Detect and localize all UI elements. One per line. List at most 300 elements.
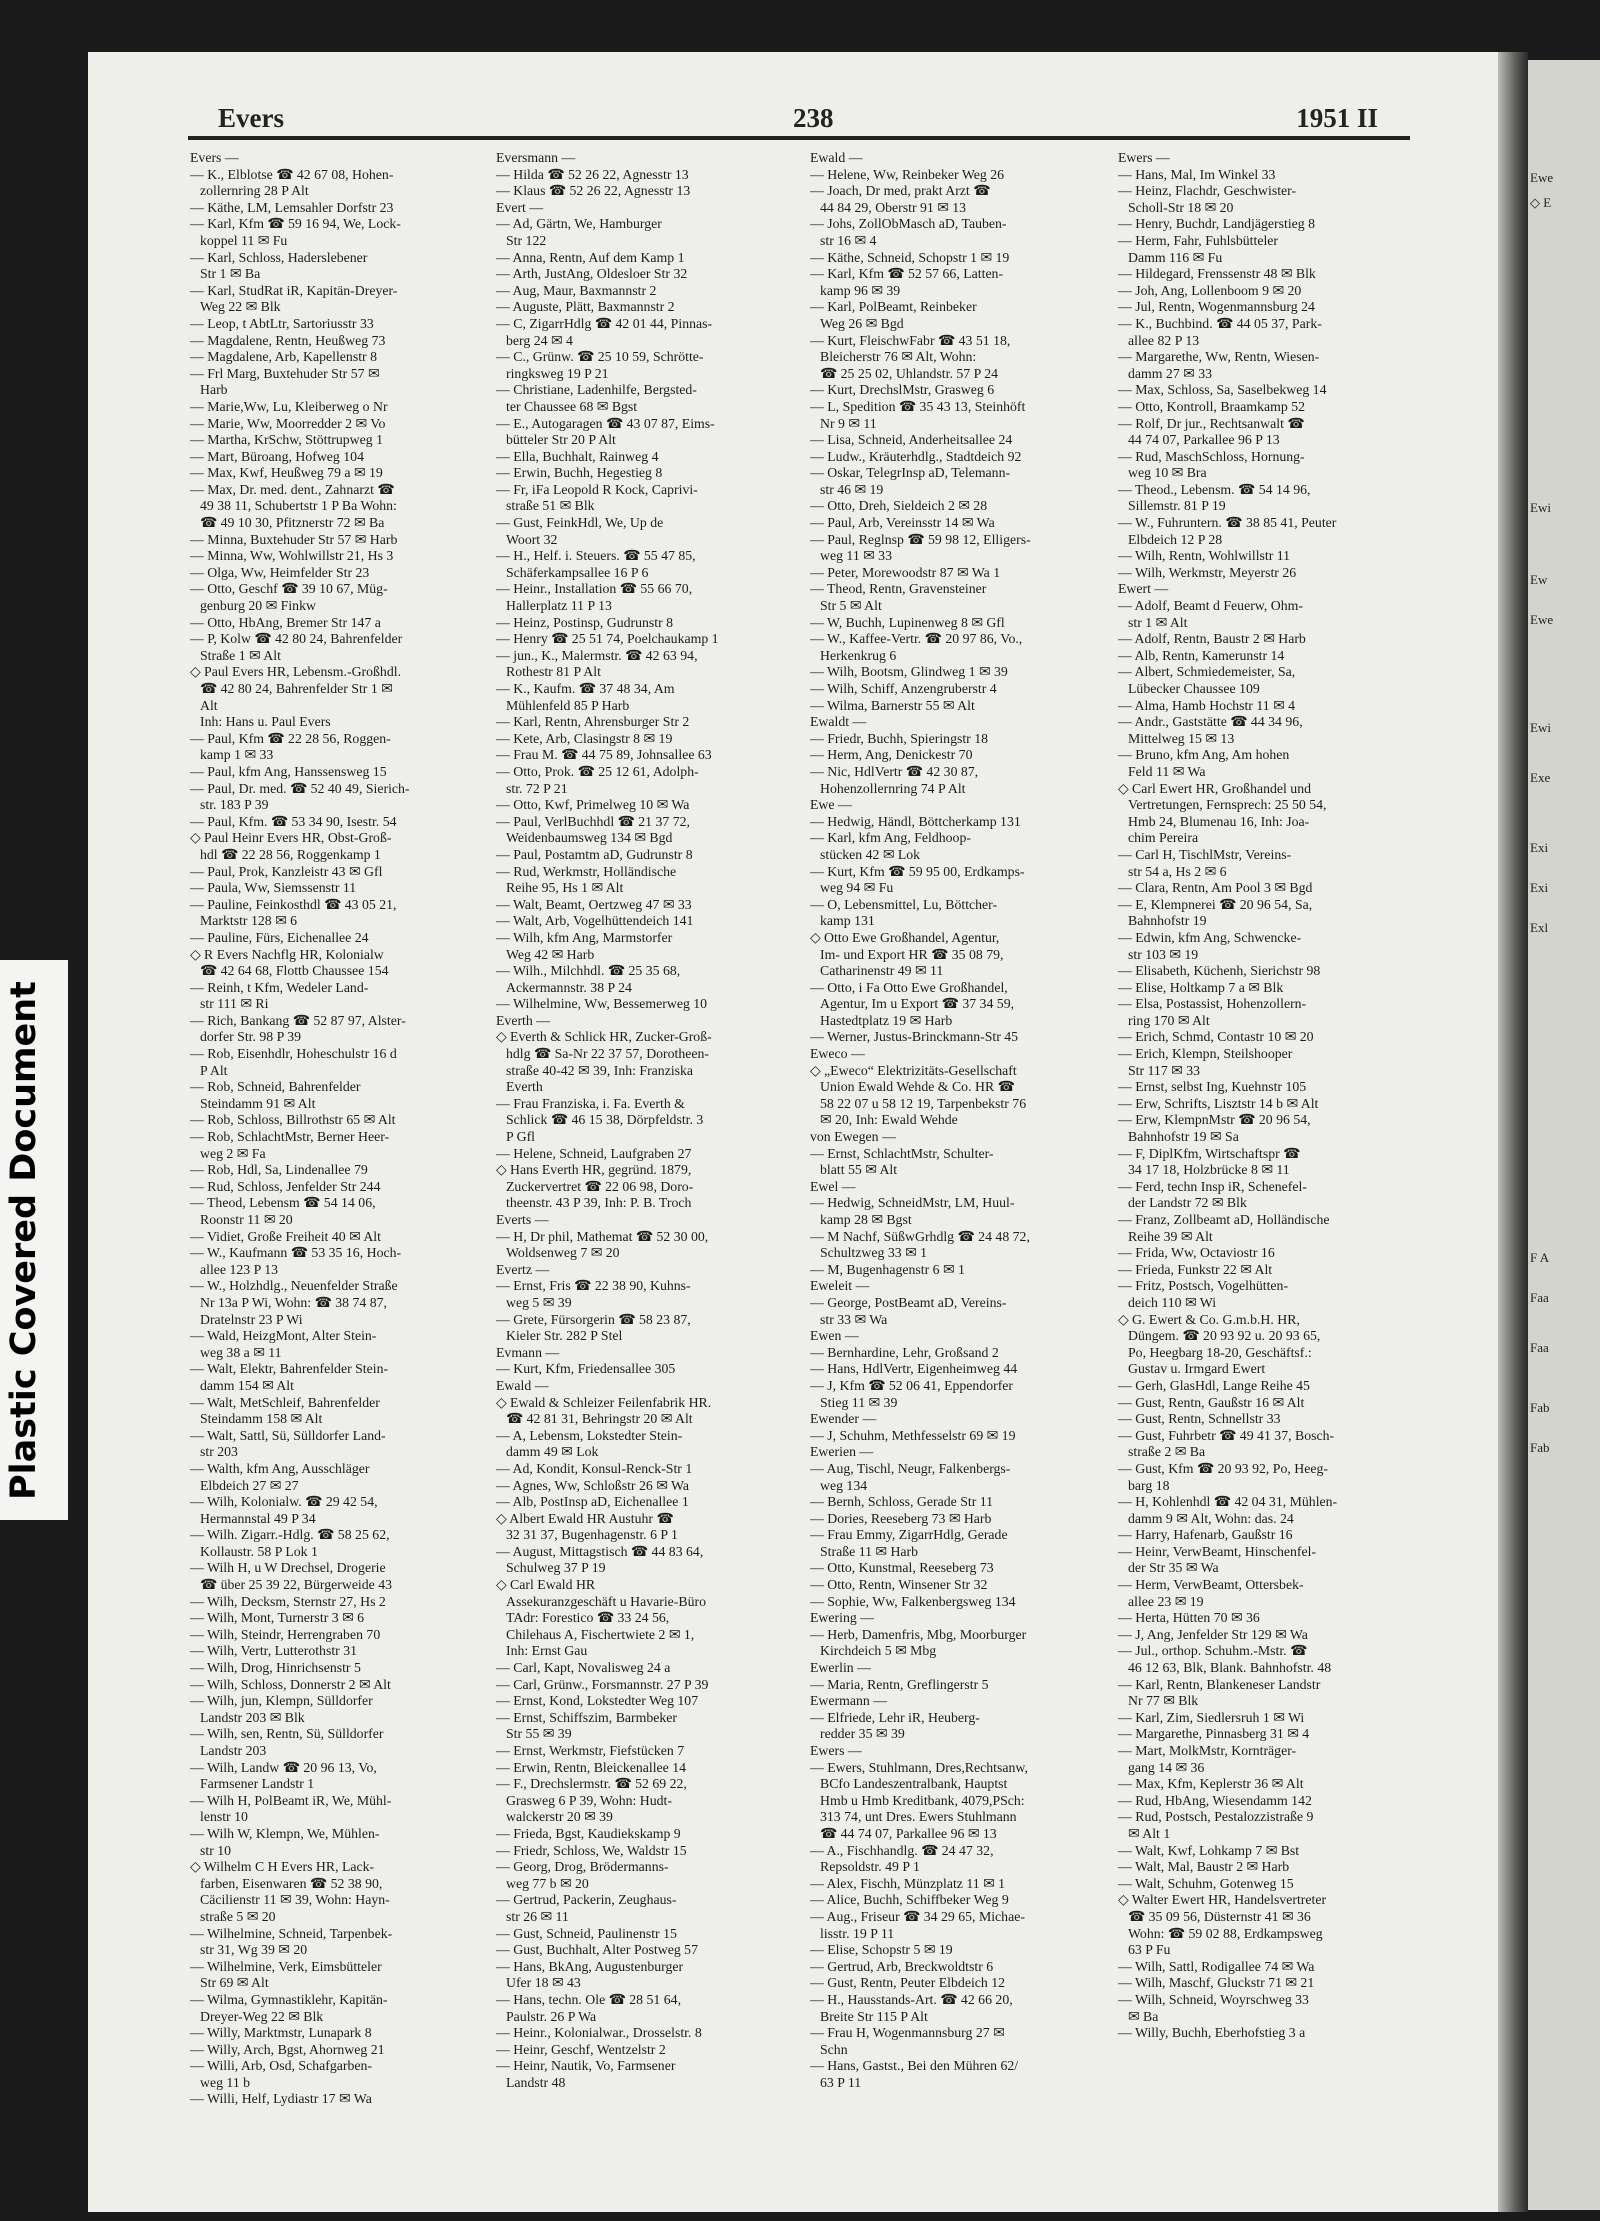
directory-line: Ewald — <box>496 1377 549 1393</box>
directory-line: — Wilh, Bootsm, Glindweg 1 ✉ 39 <box>810 664 1008 680</box>
directory-line: — Wilh, jun, Klempn, Sülldorfer <box>190 1693 373 1709</box>
directory-line: ◇ Walter Ewert HR, Handelsvertreter <box>1118 1892 1327 1908</box>
directory-line: ✉ Ba <box>1128 2008 1159 2024</box>
directory-line: — Magdalene, Arb, Kapellenstr 8 <box>190 349 377 365</box>
directory-line: — Herta, Hütten 70 ✉ 36 <box>1118 1610 1260 1626</box>
directory-line: dorfer Str. 98 P 39 <box>200 1029 302 1045</box>
directory-line: Grasweg 6 P 39, Wohn: Hudt- <box>506 1792 672 1808</box>
directory-line: damm 27 ✉ 33 <box>1128 365 1212 381</box>
directory-line: — Pauline, Feinkosthdl ☎ 43 05 21, <box>190 896 397 912</box>
directory-line: — Grete, Fürsorgerin ☎ 58 23 87, <box>496 1311 691 1327</box>
directory-line: — Frida, Ww, Octaviostr 16 <box>1118 1245 1275 1261</box>
edge-entry: Faa <box>1530 1290 1549 1305</box>
directory-line: — Wilh, Landw ☎ 20 96 13, Vo, <box>190 1759 377 1775</box>
directory-line: — Hilda ☎ 52 26 22, Agnesstr 13 <box>496 166 689 182</box>
directory-line: — A, Lebensm, Lokstedter Stein- <box>496 1427 683 1443</box>
directory-line: Hmb u Hmb Kreditbank, 4079,PSch: <box>820 1792 1025 1808</box>
directory-line: Ufer 18 ✉ 43 <box>506 1975 581 1991</box>
directory-line: Nr 13a P Wi, Wohn: ☎ 38 74 87, <box>200 1294 387 1310</box>
directory-line: str 10 <box>200 1842 232 1858</box>
directory-line: — Paul, Arb, Vereinsstr 14 ✉ Wa <box>810 515 995 531</box>
directory-line: genburg 20 ✉ Finkw <box>200 598 316 614</box>
directory-line: Assekuranzgeschäft u Havarie-Büro <box>506 1593 706 1609</box>
directory-line: — Käthe, Schneid, Schopstr 1 ✉ 19 <box>810 249 1010 265</box>
directory-line: — Wilhelmine, Ww, Bessemerweg 10 <box>496 996 708 1012</box>
directory-line: — Adolf, Rentn, Baustr 2 ✉ Harb <box>1118 631 1306 647</box>
directory-line: — Pauline, Fürs, Eichenallee 24 <box>190 929 369 945</box>
directory-line: — Karl, Zim, Siedlersruh 1 ✉ Wi <box>1118 1709 1305 1725</box>
directory-line: — Wilh, Steindr, Herrengraben 70 <box>190 1626 381 1642</box>
directory-line: 34 17 18, Holzbrücke 8 ✉ 11 <box>1128 1162 1290 1178</box>
directory-line: — K., Kaufm. ☎ 37 48 34, Am <box>496 681 675 696</box>
directory-line: Lübecker Chaussee 109 <box>1128 681 1260 696</box>
directory-line: — Walt, Mal, Baustr 2 ✉ Harb <box>1118 1859 1290 1875</box>
directory-line: ◇ Albert Ewald HR Austuhr ☎ <box>496 1510 674 1526</box>
directory-line: Ewald — <box>810 150 863 165</box>
directory-line: Union Ewald Wehde & Co. HR ☎ <box>820 1079 1015 1095</box>
directory-line: — Frieda, Funkstr 22 ✉ Alt <box>1118 1261 1273 1277</box>
directory-line: — Rud, Postsch, Pestalozzistraße 9 <box>1118 1809 1314 1825</box>
directory-line: — Elisabeth, Küchenh, Sierichstr 98 <box>1118 963 1321 979</box>
directory-line: — Carl, Grünw., Forsmannstr. 27 P 39 <box>496 1676 709 1692</box>
directory-line: — Bruno, kfm Ang, Am hohen <box>1118 747 1290 763</box>
directory-line: — Dories, Reeseberg 73 ✉ Harb <box>810 1510 992 1526</box>
directory-line: Mittelweg 15 ✉ 13 <box>1128 730 1235 746</box>
directory-line: — Carl, Kapt, Novalisweg 24 a <box>496 1660 671 1676</box>
directory-line: — Joh, Ang, Lollenboom 9 ✉ 20 <box>1118 282 1302 298</box>
directory-line: Roonstr 11 ✉ 20 <box>200 1212 293 1227</box>
directory-line: str 1 ✉ Alt <box>1128 614 1188 630</box>
directory-line: — W., Kaufmann ☎ 53 35 16, Hoch- <box>190 1245 402 1261</box>
directory-line: — Kurt, DrechslMstr, Grasweg 6 <box>810 382 995 398</box>
directory-line: Feld 11 ✉ Wa <box>1128 763 1206 779</box>
directory-line: — Käthe, LM, Lemsahler Dorfstr 23 <box>190 199 394 215</box>
directory-line: ◇ R Evers Nachflg HR, Kolonialw <box>190 946 384 962</box>
directory-line: 58 22 07 u 58 12 19, Tarpenbekstr 76 <box>820 1095 1027 1111</box>
directory-line: allee 123 P 13 <box>200 1261 279 1277</box>
directory-line: str 46 ✉ 19 <box>820 481 884 497</box>
directory-line: — Karl, Kfm ☎ 59 16 94, We, Lock- <box>190 216 401 232</box>
directory-line: — Karl, Rentn, Ahrensburger Str 2 <box>496 714 690 730</box>
directory-line: — Otto, i Fa Otto Ewe Großhandel, <box>810 979 1008 995</box>
directory-line: — Gust, Buchhalt, Alter Postweg 57 <box>496 1942 698 1958</box>
directory-line: Elbdeich 27 ✉ 27 <box>200 1477 299 1493</box>
directory-line: — Paul, Kfm ☎ 22 28 56, Roggen- <box>190 730 391 746</box>
directory-line: ◇ Paul Heinr Evers HR, Obst-Groß- <box>190 830 392 846</box>
directory-line: — Ernst, Fris ☎ 22 38 90, Kuhns- <box>496 1278 691 1294</box>
directory-line: — Heinr., Installation ☎ 55 66 70, <box>496 581 693 597</box>
directory-line: — Frau Emmy, ZigarrHdlg, Gerade <box>810 1527 1008 1543</box>
directory-line: Po, Heegbarg 18-20, Geschäftsf.: <box>1128 1344 1312 1360</box>
directory-line: — Nic, HdlVertr ☎ 42 30 87, <box>810 763 979 779</box>
directory-line: — Otto, Kontroll, Braamkamp 52 <box>1118 398 1305 414</box>
directory-line: — Ernst, Schiffszim, Barmbeker <box>496 1709 677 1725</box>
directory-line: — W., Holzhdlg., Neuenfelder Straße <box>190 1278 398 1294</box>
directory-line: redder 35 ✉ 39 <box>820 1726 905 1742</box>
directory-line: — Otto, Kunstmal, Reeseberg 73 <box>810 1560 994 1576</box>
directory-line: — Marie,Ww, Lu, Kleiberweg o Nr <box>190 398 388 414</box>
directory-line: ☎ 35 09 56, Düsternstr 41 ✉ 36 <box>1128 1908 1311 1924</box>
directory-line: — Albert, Schmiedemeister, Sa, <box>1118 664 1296 680</box>
edge-entry: ◇ E <box>1530 195 1552 210</box>
edge-entry: Fab <box>1530 1400 1550 1415</box>
directory-line: Str 5 ✉ Alt <box>820 598 882 614</box>
directory-line: ◇ „Eweco“ Elektrizitäts-Gesellschaft <box>810 1062 1017 1078</box>
directory-line: lenstr 10 <box>200 1809 248 1825</box>
directory-line: — Kurt, Kfm, Friedensallee 305 <box>496 1361 676 1377</box>
directory-line: Stieg 11 ✉ 39 <box>820 1394 898 1410</box>
directory-line: — Ad, Gärtn, We, Hamburger <box>496 216 662 232</box>
directory-line: Straße 1 ✉ Alt <box>200 647 281 663</box>
directory-line: str 33 ✉ Wa <box>820 1311 888 1327</box>
directory-line: ☎ über 25 39 22, Bürgerweide 43 <box>200 1577 393 1593</box>
directory-line: — Adolf, Beamt d Feuerw, Ohm- <box>1118 598 1303 614</box>
directory-line: — Hans, Gastst., Bei den Mühren 62/ <box>810 2058 1019 2074</box>
directory-line: — Walt, Beamt, Oertzweg 47 ✉ 33 <box>496 896 692 912</box>
directory-line: — Rud, MaschSchloss, Hornung- <box>1118 448 1305 464</box>
directory-line: ◇ Carl Ewald HR <box>496 1577 596 1593</box>
directory-line: Wohn: ☎ 59 02 88, Erdkampsweg <box>1128 1925 1323 1941</box>
directory-line: — Martha, KrSchw, Stöttrupweg 1 <box>190 432 384 448</box>
directory-line: — Jul, Rentn, Wogenmannsburg 24 <box>1118 299 1315 315</box>
directory-line: — Henry, Buchdr, Landjägerstieg 8 <box>1118 216 1316 232</box>
directory-line: — H., Helf. i. Steuers. ☎ 55 47 85, <box>496 548 696 564</box>
directory-line: — Helene, Ww, Reinbeker Weg 26 <box>810 166 1005 182</box>
directory-line: barg 18 <box>1128 1477 1170 1493</box>
directory-line: Sillemstr. 81 P 19 <box>1128 498 1226 514</box>
directory-line: — Joach, Dr med, prakt Arzt ☎ <box>810 183 991 199</box>
directory-line: Inh: Hans u. Paul Evers <box>200 714 331 730</box>
directory-line: lisstr. 19 P 11 <box>820 1925 895 1941</box>
directory-line: — Wilhelmine, Schneid, Tarpenbek- <box>190 1925 393 1941</box>
edge-entry: Ewi <box>1530 500 1551 515</box>
directory-line: Harb <box>200 382 228 398</box>
directory-line: — Theod, Rentn, Gravensteiner <box>810 581 987 597</box>
directory-line: — Max, Kwf, Heußweg 79 a ✉ 19 <box>190 465 383 481</box>
edge-entry: Exe <box>1530 770 1551 785</box>
directory-line: — Otto, Dreh, Sieldeich 2 ✉ 28 <box>810 498 988 514</box>
directory-line: 313 74, unt Dres. Ewers Stuhlmann <box>820 1809 1017 1825</box>
directory-line: — Agnes, Ww, Schloßstr 26 ✉ Wa <box>496 1477 689 1493</box>
directory-line: ◇ Paul Evers HR, Lebensm.-Großhdl. <box>190 664 402 680</box>
directory-line: Herkenkrug 6 <box>820 647 897 663</box>
directory-line: — Heinz, Postinsp, Gudrunstr 8 <box>496 614 674 630</box>
edge-entry: Ew <box>1530 572 1548 587</box>
directory-line: weg 38 a ✉ 11 <box>200 1344 282 1360</box>
directory-line: Ewermann — <box>810 1693 888 1709</box>
directory-line: — Kurt, Kfm ☎ 59 95 00, Erdkamps- <box>810 863 1025 879</box>
directory-line: — Karl, StudRat iR, Kapitän-Dreyer- <box>190 282 398 298</box>
directory-line: — Wilh, Schiff, Anzengruberstr 4 <box>810 681 997 696</box>
directory-line: Schlick ☎ 46 15 38, Dörpfeldstr. 3 <box>506 1112 704 1128</box>
directory-line: — Erich, Klempn, Steilshooper <box>1118 1046 1293 1062</box>
directory-line: — Rob, Schneid, Bahrenfelder <box>190 1079 361 1095</box>
directory-line: — Ella, Buchhalt, Rainweg 4 <box>496 448 659 464</box>
adjacent-page-edge <box>1528 60 1600 2210</box>
directory-line: — Helene, Schneid, Laufgraben 27 <box>496 1145 692 1161</box>
directory-line: Agentur, Im u Export ☎ 37 34 59, <box>820 996 1015 1012</box>
directory-line: — Erwin, Rentn, Bleickenallee 14 <box>496 1759 687 1775</box>
directory-line: — Arth, JustAng, Oldesloer Str 32 <box>496 266 688 282</box>
directory-line: — Sophie, Ww, Falkenbergsweg 134 <box>810 1593 1016 1609</box>
directory-line: kamp 1 ✉ 33 <box>200 747 274 763</box>
directory-line: — Elfriede, Lehr iR, Heuberg- <box>810 1709 980 1725</box>
directory-line: — Karl, PolBeamt, Reinbeker <box>810 299 977 315</box>
header-rule <box>188 136 1410 140</box>
directory-line: — Harry, Hafenarb, Gaußstr 16 <box>1118 1527 1293 1543</box>
directory-line: ☎ 42 81 31, Behringstr 20 ✉ Alt <box>506 1411 693 1427</box>
directory-line: kamp 28 ✉ Bgst <box>820 1212 912 1227</box>
directory-line: allee 82 P 13 <box>1128 332 1200 348</box>
directory-line: — Franz, Zollbeamt aD, Holländische <box>1118 1212 1330 1227</box>
directory-line: 44 74 07, Parkallee 96 P 13 <box>1128 432 1280 448</box>
directory-line: — Minna, Ww, Wohlwillstr 21, Hs 3 <box>190 548 394 564</box>
directory-line: allee 23 ✉ 19 <box>1128 1593 1204 1609</box>
directory-line: P Gfl <box>506 1129 536 1145</box>
directory-line: ☎ 42 80 24, Bahrenfelder Str 1 ✉ <box>200 681 393 696</box>
directory-line: ter Chaussee 68 ✉ Bgst <box>506 398 638 414</box>
directory-line: Ackermannstr. 38 P 24 <box>506 979 632 995</box>
directory-line: — Walt, Elektr, Bahrenfelder Stein- <box>190 1361 389 1377</box>
book-gutter <box>1498 52 1528 2212</box>
directory-line: Steindamm 158 ✉ Alt <box>200 1411 323 1427</box>
directory-line: damm 49 ✉ Lok <box>506 1444 599 1460</box>
directory-line: — Walt, Sattl, Sü, Sülldorfer Land- <box>190 1427 386 1443</box>
directory-line: Ewerien — <box>810 1444 874 1460</box>
directory-line: — Walt, MetSchleif, Bahrenfelder <box>190 1394 380 1410</box>
directory-line: — Wilh, Werkmstr, Meyerstr 26 <box>1118 564 1297 580</box>
directory-line: 46 12 63, Blk, Blank. Bahnhofstr. 48 <box>1128 1660 1332 1676</box>
directory-line: — F, DiplKfm, Wirtschaftspr ☎ <box>1118 1145 1301 1161</box>
directory-line: Ewender — <box>810 1411 877 1427</box>
directory-line: — jun., K., Malermstr. ☎ 42 63 94, <box>496 647 698 663</box>
directory-line: der Str 35 ✉ Wa <box>1128 1560 1219 1576</box>
directory-line: — Elise, Schopstr 5 ✉ 19 <box>810 1942 953 1958</box>
directory-line: Paulstr. 26 P Wa <box>506 2008 597 2024</box>
directory-line: Schn <box>820 2041 848 2057</box>
directory-line: — Heinr, Geschf, Wentzelstr 2 <box>496 2041 666 2057</box>
directory-line: Cäcilienstr 11 ✉ 39, Wohn: Hayn- <box>200 1892 390 1908</box>
directory-line: berg 24 ✉ 4 <box>506 332 573 348</box>
directory-line: ◇ Hans Everth HR, gegründ. 1879, <box>496 1162 692 1178</box>
directory-line: — Wilh, Vertr, Lutterothstr 31 <box>190 1643 357 1659</box>
directory-line: — Rich, Bankang ☎ 52 87 97, Alster- <box>190 1012 406 1028</box>
edge-entry: Exi <box>1530 840 1549 855</box>
directory-line: weg 5 ✉ 39 <box>506 1294 572 1310</box>
directory-line: ✉ Alt 1 <box>1128 1825 1171 1841</box>
directory-line: Woldsenweg 7 ✉ 20 <box>506 1245 620 1261</box>
directory-line: 49 38 11, Schubertstr 1 P Ba Wohn: <box>200 498 397 514</box>
directory-line: str 103 ✉ 19 <box>1128 946 1199 962</box>
directory-line: — Wilh, sen, Rentn, Sü, Sülldorfer <box>190 1726 384 1742</box>
directory-line: Repsoldstr. 49 P 1 <box>820 1859 920 1875</box>
page-header <box>188 95 1408 135</box>
directory-line: — Klaus ☎ 52 26 22, Agnesstr 13 <box>496 183 691 199</box>
directory-line: — Hedwig, SchneidMstr, LM, Huul- <box>810 1195 1015 1211</box>
directory-line: ☎ 44 74 07, Parkallee 96 ✉ 13 <box>820 1825 997 1841</box>
directory-line: — Minna, Buxtehuder Str 57 ✉ Harb <box>190 531 398 547</box>
directory-line: — Wilh, Rentn, Wohlwillstr 11 <box>1118 548 1291 564</box>
directory-line: — Hans, BkAng, Augustenburger <box>496 1958 684 1974</box>
directory-line: weg 11 b <box>200 2074 251 2090</box>
directory-line: — Henry ☎ 25 51 74, Poelchaukamp 1 <box>496 631 719 647</box>
directory-line: — Herm, Ang, Denickestr 70 <box>810 747 973 763</box>
directory-line: — Paul, VerlBuchhdl ☎ 21 37 72, <box>496 813 690 829</box>
directory-line: — E, Klempnerei ☎ 20 96 54, Sa, <box>1118 896 1313 912</box>
directory-line: — Gust, Rentn, Schnellstr 33 <box>1118 1411 1281 1427</box>
directory-line: Schulweg 37 P 19 <box>506 1560 606 1576</box>
directory-line: — Gust, Schneid, Paulinenstr 15 <box>496 1925 677 1941</box>
directory-line: — Anna, Rentn, Auf dem Kamp 1 <box>496 249 685 265</box>
directory-line: ☎ 42 64 68, Flottb Chaussee 154 <box>200 963 389 979</box>
directory-line: — Frieda, Bgst, Kaudiekskamp 9 <box>496 1825 681 1841</box>
directory-line: — Jul., orthop. Schuhm.-Mstr. ☎ <box>1118 1643 1308 1659</box>
directory-line: Zuckervertret ☎ 22 06 98, Doro- <box>506 1178 694 1194</box>
directory-line: Ewe — <box>810 797 852 813</box>
directory-line: koppel 11 ✉ Fu <box>200 232 288 248</box>
plastic-covered-label: Plastic Covered Document <box>4 981 44 1500</box>
directory-line: — Karl, Schloss, Haderslebener <box>190 249 368 265</box>
directory-line: ring 170 ✉ Alt <box>1128 1012 1210 1028</box>
directory-line: Mühlenfeld 85 P Harb <box>506 697 630 713</box>
directory-line: — Hans, Mal, Im Winkel 33 <box>1118 166 1276 182</box>
directory-line: — Karl, Kfm ☎ 52 57 66, Latten- <box>810 266 1004 282</box>
column-3 <box>810 150 1102 2091</box>
directory-line: — Wilh, Schloss, Donnerstr 2 ✉ Alt <box>190 1676 391 1692</box>
directory-line: Ewaldt — <box>810 714 867 730</box>
directory-line: Nr 9 ✉ 11 <box>820 415 877 431</box>
directory-line: — W, Buchh, Lupinenweg 8 ✉ Gfl <box>810 614 1005 630</box>
directory-line: straße 51 ✉ Blk <box>506 498 595 514</box>
directory-line: Straße 11 ✉ Harb <box>820 1543 919 1559</box>
directory-line: Reihe 39 ✉ Alt <box>1128 1228 1213 1244</box>
directory-line: 44 84 29, Oberstr 91 ✉ 13 <box>820 199 967 215</box>
directory-line: Evertz — <box>496 1261 550 1277</box>
directory-line: Weg 26 ✉ Bgd <box>820 315 904 331</box>
directory-line: Str 69 ✉ Alt <box>200 1975 269 1991</box>
directory-line: — Ewers, Stuhlmann, Dres,Rechtsanw, <box>810 1759 1028 1775</box>
directory-line: weg 11 ✉ 33 <box>820 548 892 564</box>
directory-line: — Ernst, Werkmstr, Fiefstücken 7 <box>496 1743 685 1758</box>
directory-line: 63 P Fu <box>1128 1942 1171 1958</box>
edge-entry: Exl <box>1530 920 1549 935</box>
directory-line: — Peter, Morewoodstr 87 ✉ Wa 1 <box>810 564 1001 580</box>
directory-line: weg 2 ✉ Fa <box>200 1145 266 1161</box>
directory-line: straße 5 ✉ 20 <box>200 1908 276 1924</box>
directory-line: — Wilh W, Klempn, We, Mühlen- <box>190 1825 380 1841</box>
directory-line: — Kurt, FleischwFabr ☎ 43 51 18, <box>810 332 1011 348</box>
directory-line: — Margarethe, Ww, Rentn, Wiesen- <box>1118 349 1320 365</box>
directory-line: — Erwin, Buchh, Hegestieg 8 <box>496 465 663 481</box>
directory-line: — Friedr, Buchh, Spieringstr 18 <box>810 730 989 746</box>
directory-line: Nr 77 ✉ Blk <box>1128 1693 1199 1709</box>
directory-line: Everts — <box>496 1212 549 1227</box>
directory-line: — C, ZigarrHdlg ☎ 42 01 44, Pinnas- <box>496 315 713 331</box>
directory-line: damm 154 ✉ Alt <box>200 1377 294 1393</box>
directory-line: Weidenbaumsweg 134 ✉ Bgd <box>506 830 673 846</box>
directory-line: str 111 ✉ Ri <box>200 996 269 1012</box>
directory-line: straße 2 ✉ Ba <box>1128 1444 1206 1460</box>
directory-line: — P, Kolw ☎ 42 80 24, Bahrenfelder <box>190 631 403 647</box>
directory-line: — Lisa, Schneid, Anderheitsallee 24 <box>810 432 1013 448</box>
directory-line: str. 72 P 21 <box>506 780 568 796</box>
directory-line: — Gerh, GlasHdl, Lange Reihe 45 <box>1118 1377 1310 1393</box>
directory-line: — Edwin, kfm Ang, Schwencke- <box>1118 929 1302 945</box>
directory-line: — Rud, Schloss, Jenfelder Str 244 <box>190 1178 381 1194</box>
directory-line: — Max, Dr. med. dent., Zahnarzt ☎ <box>190 481 395 497</box>
directory-line: ◇ Otto Ewe Großhandel, Agentur, <box>810 929 1000 945</box>
directory-line: — Georg, Drog, Brödermanns- <box>496 1859 669 1875</box>
directory-line: — J, Ang, Jenfelder Str 129 ✉ Wa <box>1118 1626 1308 1642</box>
directory-line: Landstr 203 <box>200 1743 267 1758</box>
directory-line: — Margarethe, Pinnasberg 31 ✉ 4 <box>1118 1726 1310 1742</box>
edge-entry: F A <box>1530 1250 1550 1265</box>
directory-line: — Leop, t AbtLtr, Sartoriusstr 33 <box>190 315 374 331</box>
directory-line: — Wilma, Barnerstr 55 ✉ Alt <box>810 697 975 713</box>
directory-line: Dreyer-Weg 22 ✉ Blk <box>200 2008 324 2024</box>
directory-line: Scholl-Str 18 ✉ 20 <box>1128 199 1234 215</box>
directory-line: blatt 55 ✉ Alt <box>820 1162 898 1178</box>
directory-line: theenstr. 43 P 39, Inh: P. B. Troch <box>506 1195 692 1211</box>
directory-line: — Ferd, techn Insp iR, Schenefel- <box>1118 1178 1307 1194</box>
directory-line: — M Nachf, SüßwGrhdlg ☎ 24 48 72, <box>810 1228 1030 1244</box>
directory-line: — Ernst, selbst Ing, Kuehnstr 105 <box>1118 1079 1307 1095</box>
directory-line: — Frau Franziska, i. Fa. Everth & <box>496 1095 685 1111</box>
directory-line: zollernring 28 P Alt <box>200 183 309 199</box>
directory-line: Str 1 ✉ Ba <box>200 266 261 282</box>
directory-line: — Heinz, Flachdr, Geschwister- <box>1118 183 1297 199</box>
directory-line: — Werner, Justus-Brinckmann-Str 45 <box>810 1029 1019 1045</box>
directory-line: BCfo Landeszentralbank, Hauptst <box>820 1776 1008 1792</box>
directory-line: — Frau M. ☎ 44 75 89, Johnsallee 63 <box>496 747 712 763</box>
directory-line: — Rud, Werkmstr, Holländische <box>496 863 677 879</box>
directory-line: Evers — <box>190 150 239 165</box>
directory-line: — Fritz, Postsch, Vogelhütten- <box>1118 1278 1289 1294</box>
directory-line: Alt <box>200 697 218 713</box>
directory-line: — Auguste, Plätt, Baxmannstr 2 <box>496 299 675 315</box>
directory-line: — Heinr, VerwBeamt, Hinschenfel- <box>1118 1543 1317 1559</box>
directory-line: — Paul, Dr. med. ☎ 52 40 49, Sierich- <box>190 780 410 796</box>
directory-line: farben, Eisenwaren ☎ 52 38 90, <box>200 1875 383 1891</box>
directory-line: — E., Autogaragen ☎ 43 07 87, Eims- <box>496 415 715 431</box>
directory-line: Im- und Export HR ☎ 35 08 79, <box>820 946 1004 962</box>
directory-line: — Wilh. Zigarr.-Hdlg. ☎ 58 25 62, <box>190 1527 390 1543</box>
directory-line: str. 183 P 39 <box>200 797 269 813</box>
directory-line: — Wilh H, u W Drechsel, Drogerie <box>190 1560 386 1576</box>
directory-line: Everth — <box>496 1012 551 1028</box>
directory-line: — Bernh, Schloss, Gerade Str 11 <box>810 1494 994 1510</box>
directory-line: Landstr 48 <box>506 2074 566 2090</box>
directory-line: — Ludw., Kräuterhdlg., Stadtdeich 92 <box>810 448 1022 464</box>
directory-line: Weg 42 ✉ Harb <box>506 946 595 962</box>
directory-line: — Paul, Kfm. ☎ 53 34 90, Isestr. 54 <box>190 813 397 829</box>
directory-line: — Paula, Ww, Siemssenstr 11 <box>190 880 357 896</box>
directory-line: Dratelnstr 23 P Wi <box>200 1311 303 1327</box>
directory-line: — Hedwig, Händl, Böttcherkamp 131 <box>810 813 1021 829</box>
directory-line: — Hildegard, Frenssenstr 48 ✉ Blk <box>1118 266 1316 282</box>
directory-line: — Karl, kfm Ang, Feldhoop- <box>810 830 971 846</box>
directory-line: — Gertrud, Packerin, Zeughaus- <box>496 1892 677 1908</box>
page-number: 238 <box>793 103 834 133</box>
directory-line: — Carl H, TischlMstr, Vereins- <box>1118 846 1292 862</box>
directory-line: Ewers — <box>1118 150 1170 165</box>
column-2 <box>496 150 788 2091</box>
directory-line: stücken 42 ✉ Lok <box>820 846 921 862</box>
directory-line: — Wilh, Schneid, Woyrschweg 33 <box>1118 1991 1309 2007</box>
directory-line: Str 122 <box>506 232 547 248</box>
directory-line: — Mart, Büroang, Hofweg 104 <box>190 448 364 464</box>
directory-line: Str 55 ✉ 39 <box>506 1726 572 1742</box>
